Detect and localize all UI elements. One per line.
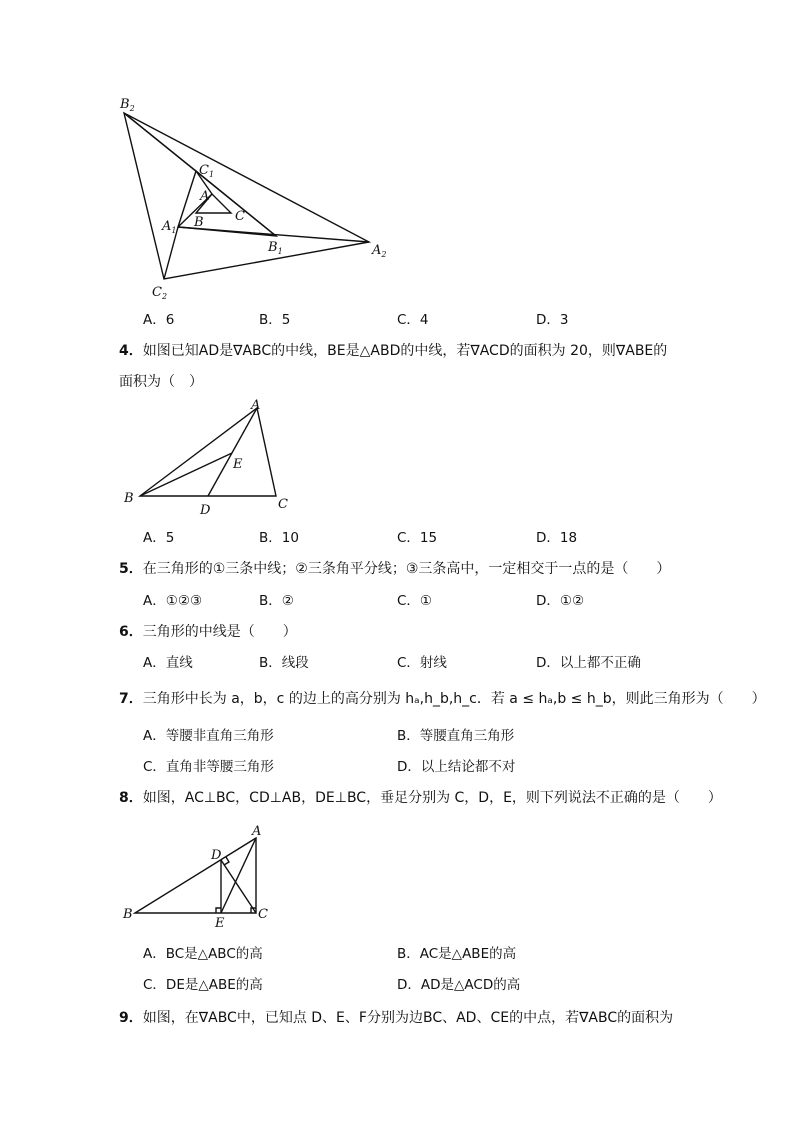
q6-option-a[interactable]: A．直线 (143, 655, 193, 671)
q8-option-d[interactable]: D．AD是△ACD的高 (397, 977, 521, 993)
q4-stem-line1: 4．如图已知AD是∇ABC的中线，BE是△ABD的中线，若∇ACD的面积为 20，则∇ABE的 (119, 343, 668, 359)
q4-option-d[interactable]: D．18 (536, 530, 578, 546)
q6-option-d[interactable]: D．以上都不正确 (536, 655, 641, 671)
label-c2: $C_2$ (152, 285, 168, 301)
q5-option-a[interactable]: A．①②③ (143, 593, 203, 609)
q4-figure (118, 396, 303, 518)
q7-number: 7． (119, 691, 143, 707)
triangle-abc (140, 408, 276, 496)
q5-option-b[interactable]: B．② (259, 593, 294, 609)
q4-option-a[interactable]: A．5 (143, 530, 175, 546)
q7-option-c[interactable]: C．直角非等腰三角形 (143, 759, 274, 775)
label-c: C (258, 907, 268, 922)
q6-option-b[interactable]: B．线段 (259, 655, 309, 671)
q5-option-c[interactable]: C．① (397, 593, 433, 609)
q3-option-b[interactable]: B．5 (259, 312, 291, 328)
q5-stem: 5．在三角形的①三条中线；②三条角平分线；③三条高中，一定相交于一点的是（ ） (119, 561, 671, 577)
q3-figure (110, 92, 410, 307)
label-d: D (211, 848, 222, 863)
q8-option-c[interactable]: C．DE是△ABE的高 (143, 977, 263, 993)
label-e: E (233, 457, 243, 472)
q4-option-c[interactable]: C．15 (397, 530, 438, 546)
q7-stem: 7．三角形中长为 a，b，c 的边上的高分别为 hₐ,h_b,h_c．若 a ≤ hₐ,b ≤ h_b，则此三角形为（ ） (119, 691, 766, 707)
q3-option-d[interactable]: D．3 (536, 312, 569, 328)
label-b1: $B_1$ (268, 240, 283, 256)
median-be (140, 453, 232, 496)
q5-number: 5． (119, 561, 143, 577)
q4-option-b[interactable]: B．10 (259, 530, 299, 546)
q8-number: 8． (119, 790, 143, 806)
label-c: C (235, 209, 245, 224)
q6-stem: 6．三角形的中线是（ ） (119, 624, 297, 640)
q7-option-b[interactable]: B．等腰直角三角形 (397, 728, 515, 744)
median-ad (208, 408, 257, 496)
label-c1: $C_1$ (199, 163, 215, 179)
label-d: D (200, 503, 211, 518)
q7-option-a[interactable]: A．等腰非直角三角形 (143, 728, 274, 744)
q8-option-b[interactable]: B．AC是△ABE的高 (397, 946, 517, 962)
label-a: A (251, 398, 261, 413)
q9-number: 9． (119, 1010, 143, 1026)
right-angle-e (216, 908, 221, 913)
q8-figure (118, 820, 278, 932)
q3-option-a[interactable]: A．6 (143, 312, 175, 328)
q8-option-a[interactable]: A．BC是△ABC的高 (143, 946, 263, 962)
q5-option-d[interactable]: D．①② (536, 593, 585, 609)
triangle-a1b1c1 (178, 171, 276, 236)
label-b: B (123, 907, 133, 922)
label-a: A (200, 189, 210, 204)
q4-stem-line2: 面积为（ ） (119, 374, 203, 390)
altitude-cd (221, 860, 256, 913)
label-b: B (124, 491, 134, 506)
right-angle-d (224, 857, 229, 865)
label-b: B (194, 215, 204, 230)
label-a2: $A_2$ (372, 243, 387, 259)
q7-option-d[interactable]: D．以上结论都不对 (397, 759, 516, 775)
label-a: A (252, 824, 262, 839)
label-e: E (215, 916, 225, 931)
label-c: C (278, 497, 288, 512)
q6-option-c[interactable]: C．射线 (397, 655, 447, 671)
q8-stem: 8．如图，AC⊥BC，CD⊥AB，DE⊥BC，垂足分别为 C，D，E，则下列说法不正确的是（ ） (119, 790, 722, 806)
q9-stem: 9．如图，在∇ABC中，已知点 D、E、F分别为边BC、AD、CE的中点，若∇ABC的面积为 (119, 1010, 674, 1026)
triangle-a2b2c2 (124, 113, 369, 279)
label-a1: $A_1$ (162, 219, 177, 235)
q6-number: 6． (119, 624, 143, 640)
q4-number: 4． (119, 343, 143, 359)
label-b2: $B_2$ (120, 97, 135, 113)
q3-option-c[interactable]: C．4 (397, 312, 429, 328)
